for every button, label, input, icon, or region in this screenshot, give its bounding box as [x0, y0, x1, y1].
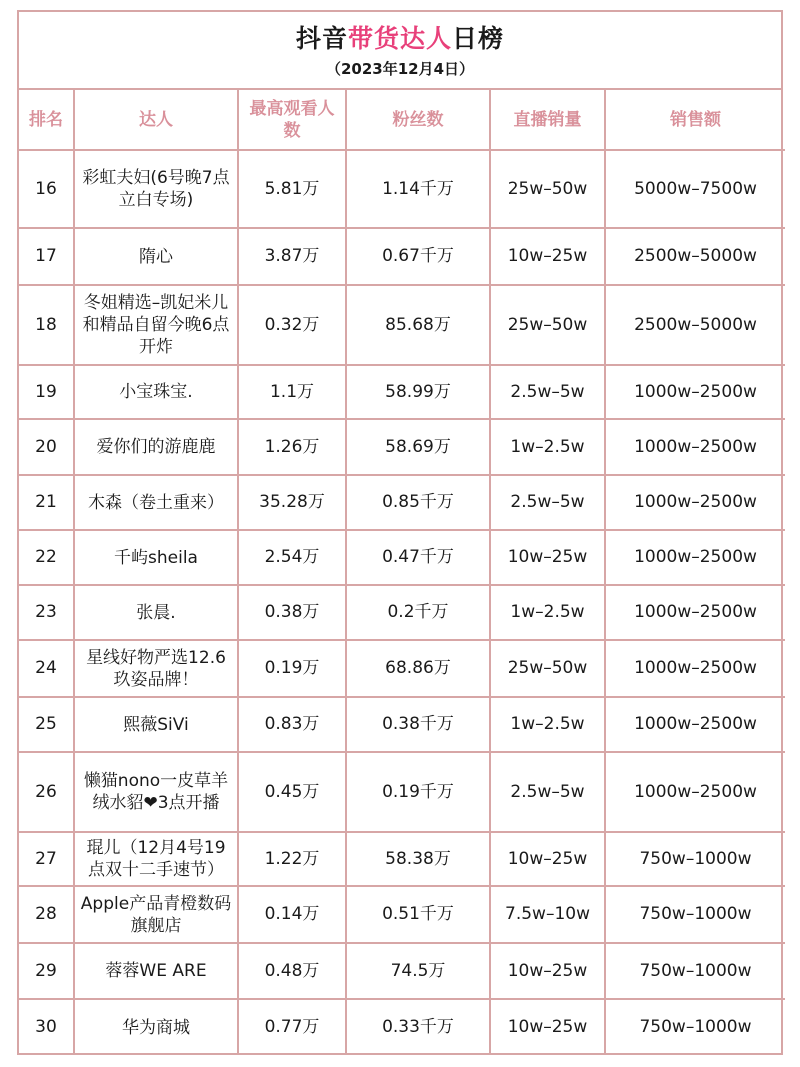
fans-cell: 74.5万 — [346, 943, 490, 999]
name-cell: 隋心 — [74, 228, 238, 285]
col-header-sales-volume: 直播销量 — [490, 90, 605, 150]
sales-amount-cell: 1000w–2500w — [605, 640, 785, 697]
table-row — [19, 943, 785, 999]
rank-cell: 20 — [19, 419, 74, 475]
sales-amount-cell: 750w–1000w — [605, 886, 785, 943]
sales-amount-cell: 750w–1000w — [605, 832, 785, 886]
max-viewers-cell: 1.1万 — [238, 365, 346, 419]
rank-cell: 17 — [19, 228, 74, 285]
name-cell: 千屿sheila — [74, 530, 238, 585]
ranking-sheet — [17, 10, 783, 1055]
fans-cell: 1.14千万 — [346, 150, 490, 228]
max-viewers-cell: 1.22万 — [238, 832, 346, 886]
sales-volume-cell: 7.5w–10w — [490, 886, 605, 943]
sales-amount-cell: 1000w–2500w — [605, 697, 785, 752]
fans-cell: 58.99万 — [346, 365, 490, 419]
sales-amount-cell: 1000w–2500w — [605, 585, 785, 640]
sales-volume-cell: 10w–25w — [490, 530, 605, 585]
table-row — [19, 999, 785, 1055]
rank-cell: 28 — [19, 886, 74, 943]
sales-amount-cell: 1000w–2500w — [605, 419, 785, 475]
col-header-fans: 粉丝数 — [346, 90, 490, 150]
rank-cell: 19 — [19, 365, 74, 419]
rank-cell: 23 — [19, 585, 74, 640]
table-row — [19, 585, 785, 640]
sales-amount-cell: 750w–1000w — [605, 999, 785, 1055]
date-label: （2023年12月4日） — [325, 60, 475, 78]
table-row — [19, 752, 785, 832]
ranking-table — [19, 90, 785, 1055]
max-viewers-cell: 1.26万 — [238, 419, 346, 475]
max-viewers-cell: 0.45万 — [238, 752, 346, 832]
title-part2: 日榜 — [452, 24, 505, 53]
sales-amount-cell: 1000w–2500w — [605, 365, 785, 419]
max-viewers-cell: 0.83万 — [238, 697, 346, 752]
sales-amount-cell: 2500w–5000w — [605, 228, 785, 285]
sales-volume-cell: 10w–25w — [490, 999, 605, 1055]
fans-cell: 0.38千万 — [346, 697, 490, 752]
col-header-rank: 排名 — [19, 90, 74, 150]
name-cell: 彩虹夫妇(6号晚7点立白专场) — [74, 150, 238, 228]
rank-cell: 16 — [19, 150, 74, 228]
rank-cell: 21 — [19, 475, 74, 530]
table-row — [19, 150, 785, 228]
table-header-row — [19, 90, 785, 150]
max-viewers-cell: 0.48万 — [238, 943, 346, 999]
rank-cell: 30 — [19, 999, 74, 1055]
title-part1: 抖音 — [295, 24, 348, 53]
max-viewers-cell: 5.81万 — [238, 150, 346, 228]
fans-cell: 58.38万 — [346, 832, 490, 886]
sales-amount-cell: 1000w–2500w — [605, 530, 785, 585]
max-viewers-cell: 35.28万 — [238, 475, 346, 530]
sales-volume-cell: 25w–50w — [490, 150, 605, 228]
sales-volume-cell: 2.5w–5w — [490, 752, 605, 832]
table-row — [19, 886, 785, 943]
rank-cell: 26 — [19, 752, 74, 832]
sales-volume-cell: 2.5w–5w — [490, 475, 605, 530]
name-cell: 冬姐精选–凯妃米儿和精品自留今晚6点开炸 — [74, 285, 238, 365]
table-row — [19, 640, 785, 697]
table-row — [19, 228, 785, 285]
fans-cell: 0.19千万 — [346, 752, 490, 832]
sales-amount-cell: 1000w–2500w — [605, 475, 785, 530]
name-cell: 琨儿（12月4号19点双十二手速节） — [74, 832, 238, 886]
max-viewers-cell: 0.19万 — [238, 640, 346, 697]
name-cell: Apple产品青橙数码旗舰店 — [74, 886, 238, 943]
sales-volume-cell: 25w–50w — [490, 640, 605, 697]
col-header-name: 达人 — [74, 90, 238, 150]
name-cell: 小宝珠宝. — [74, 365, 238, 419]
sales-amount-cell: 2500w–5000w — [605, 285, 785, 365]
sales-volume-cell: 1w–2.5w — [490, 585, 605, 640]
rank-cell: 22 — [19, 530, 74, 585]
rank-cell: 25 — [19, 697, 74, 752]
sales-volume-cell: 1w–2.5w — [490, 419, 605, 475]
col-header-sales-amount: 销售额 — [605, 90, 785, 150]
sales-volume-cell: 10w–25w — [490, 832, 605, 886]
fans-cell: 0.51千万 — [346, 886, 490, 943]
table-row — [19, 365, 785, 419]
table-row — [19, 832, 785, 886]
page-title — [19, 12, 781, 56]
name-cell: 懒猫nono一皮草羊绒水貂❤3点开播 — [74, 752, 238, 832]
rank-cell: 24 — [19, 640, 74, 697]
name-cell: 爱你们的游鹿鹿 — [74, 419, 238, 475]
sales-amount-cell: 750w–1000w — [605, 943, 785, 999]
max-viewers-cell: 0.32万 — [238, 285, 346, 365]
fans-cell: 58.69万 — [346, 419, 490, 475]
sales-volume-cell: 2.5w–5w — [490, 365, 605, 419]
table-row — [19, 530, 785, 585]
name-cell: 华为商城 — [74, 999, 238, 1055]
name-cell: 熙薇SiVi — [74, 697, 238, 752]
fans-cell: 0.85千万 — [346, 475, 490, 530]
name-cell: 星线好物严选12.6 玖姿品牌！ — [74, 640, 238, 697]
fans-cell: 0.67千万 — [346, 228, 490, 285]
name-cell: 张晨. — [74, 585, 238, 640]
rank-cell: 29 — [19, 943, 74, 999]
fans-cell: 0.33千万 — [346, 999, 490, 1055]
title-accent: 带货达人 — [347, 24, 452, 53]
fans-cell: 85.68万 — [346, 285, 490, 365]
sales-amount-cell: 5000w–7500w — [605, 150, 785, 228]
max-viewers-cell: 0.14万 — [238, 886, 346, 943]
sales-amount-cell: 1000w–2500w — [605, 752, 785, 832]
col-header-max-viewers: 最高观看人数 — [238, 90, 346, 150]
max-viewers-cell: 0.38万 — [238, 585, 346, 640]
fans-cell: 0.2千万 — [346, 585, 490, 640]
sales-volume-cell: 10w–25w — [490, 943, 605, 999]
table-row — [19, 285, 785, 365]
sales-volume-cell: 1w–2.5w — [490, 697, 605, 752]
table-row — [19, 419, 785, 475]
name-cell: 木森（卷土重来） — [74, 475, 238, 530]
sales-volume-cell: 25w–50w — [490, 285, 605, 365]
sales-volume-cell: 10w–25w — [490, 228, 605, 285]
max-viewers-cell: 2.54万 — [238, 530, 346, 585]
table-row — [19, 697, 785, 752]
table-row — [19, 475, 785, 530]
name-cell: 蓉蓉WE ARE — [74, 943, 238, 999]
max-viewers-cell: 3.87万 — [238, 228, 346, 285]
rank-cell: 18 — [19, 285, 74, 365]
fans-cell: 0.47千万 — [346, 530, 490, 585]
title-box — [19, 12, 781, 90]
fans-cell: 68.86万 — [346, 640, 490, 697]
rank-cell: 27 — [19, 832, 74, 886]
table-body — [19, 150, 785, 1055]
max-viewers-cell: 0.77万 — [238, 999, 346, 1055]
